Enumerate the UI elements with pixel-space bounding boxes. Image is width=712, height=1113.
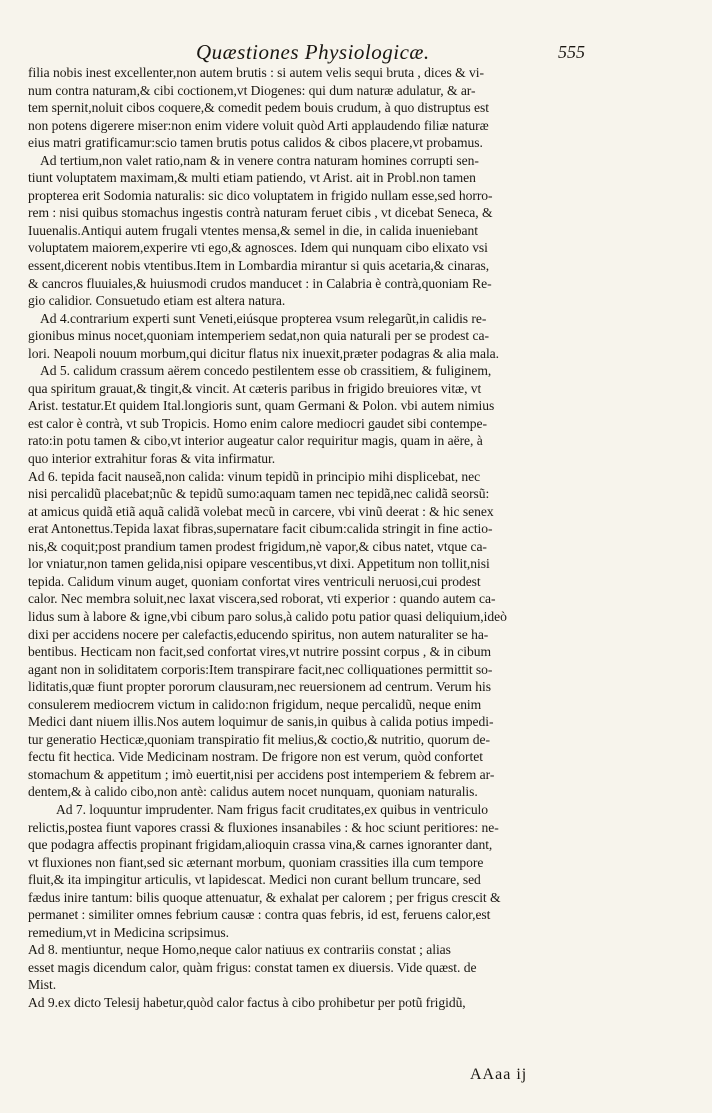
text-line: non potens digerere miser:non enim videre voluit quòd Arti applaudendo filiæ naturæ (28, 117, 489, 133)
text-line: stomachum & appetitum ; imò euertit,nisi per accidens post intemperiem & febrem ar- (28, 766, 495, 782)
text-line: vt fluxiones non fiant,sed sic æternant morbum, quoniam crassities illa cum tempore (28, 854, 484, 870)
text-line: liditatis,quæ fiunt propter pororum clausuram,nec reuersionem ad centrum. Verum his (28, 679, 491, 695)
text-line: Medici dant niuem illis.Nos autem loquimur de sanis,in quibus à calida potius impedi- (28, 714, 494, 730)
text-line: eius matri gratificamur:scio tamen brutis potus calidos & cibos placere,vt probamus. (28, 135, 483, 151)
text-line: erat Antonettus.Tepida laxat fibras,supernatare facit cibum:calida stringit in fine actio- (28, 521, 493, 537)
text-line: & cancros fluuiales,& huiusmodi crudos manducet : in Calabria è contrà,quoniam Re- (28, 275, 492, 291)
text-line: tem spernit,noluit cibos coquere,& comedit pedem bouis crudum, à quo distruptus est (28, 100, 489, 116)
text-line: lor vniatur,non tamen gelida,nisi opipare vescentibus,vt dixi. Appetitum non tollit,nisi (28, 556, 490, 572)
text-line: relictis,postea fiunt vapores crassi & fluxiones insanabiles : & hoc sciunt peritiores: ne- (28, 819, 499, 835)
text-line: lidus sum à labore & igne,vbi cibum paro solus,à calido potu patior quasi deliquium,ideò (28, 608, 507, 624)
text-line: que podagra affectis propinant frigidam,alioquin crassa vina,& carnes ignoranter dant, (28, 837, 493, 853)
text-line: Arist. testatur.Et quidem Ital.longioris sunt, quam Germani & Polon. vbi autem nimius (28, 398, 495, 414)
text-line: nis,& coquit;post prandium tamen prodest frigidum,nè vapor,& cibus natet, vtque ca- (28, 538, 487, 554)
text-line: dixi per accidens nocere per calefactis,educendo spiritus, non autem naturaliter se ha- (28, 626, 489, 642)
text-line: at amicus quidã etiã aquã calidã volebat mecũ in carcere, vbi vinũ deerat : & hic senex (28, 503, 494, 519)
text-line: nisi percalidũ placebat;nũc & tepidũ sumo:aquam tamen nec tepidã,nec calidã seorsũ: (28, 486, 490, 502)
text-line: filia nobis inest excellenter,non autem brutis : si autem velis sequi bruta , dices & vi- (28, 65, 484, 80)
text-line: essent,dicerent nobis vtentibus.Item in Lombardia mirantur si quis acetaria,& cinaras, (28, 258, 490, 274)
text-line: rato:in potu tamen & cibo,vt interior augeatur calor requiritur magis, quam in aëre, à (28, 433, 483, 449)
text-line: voluptatem maiorem,experire vti ego,& agnosces. Idem qui nunquam cibo elixato vsi (28, 240, 488, 256)
text-line: consulerem mediocrem victum in calido:non frigidum, neque percalidũ, neque enim (28, 696, 482, 712)
text-line: lori. Neapoli nouum morbum,qui dicitur flatus nix inuexit,præter podagras & alia mala. (28, 345, 500, 361)
running-title: Quæstiones Physiologicæ. (196, 40, 430, 64)
text-line: tur generatio Hecticæ,quoniam transpiratio fit melius,& coctio,& nutritio, quorum de- (28, 731, 490, 747)
text-line: Ad 4.contrarium experti sunt Veneti,eiúsque propterea vsum relegarũt,in calidis re- (40, 310, 487, 326)
text-line: Ad 5. calidum crassum aërem concedo pestilentem esse ob crassitiem, & fuliginem, (40, 363, 492, 379)
text-line: est calor è contrà, vt sub Tropicis. Homo enim calore mediocri gaudet sibi contempe- (28, 415, 488, 431)
text-line: bentibus. Hecticam non facit,sed confortat vires,vt nutrire possint corpus , & in cibum (28, 644, 492, 660)
text-line: tepida. Calidum vinum auget, quoniam confortat vires ventriculi neruosi,cui prodest (28, 573, 481, 589)
text-line: dentem,& à calido cibo,non antè: calidus autem nocet nunquam, quoniam naturalis. (28, 784, 478, 800)
text-line: quo interior extrahitur foras & vita infirmatur. (28, 451, 276, 467)
body-text (28, 64, 686, 1012)
text-line: calor. Nec membra soluit,nec laxat viscera,sed roborat, vti experior : quando autem ca- (28, 591, 496, 607)
text-line: qua spiritum grauat,& tingit,& vincit. At cæteris paribus in frigido breuiores vitæ, vt (28, 380, 482, 396)
text-line: num contra naturam,& cibi coctionem,vt Diogenes: qui dum naturæ adulatur, & ar- (28, 82, 476, 98)
text-line: gio calidior. Consuetudo etiam est altera natura. (28, 293, 286, 309)
text-line: fædus inire tantum: bilis quoque attenuatur, & exhalat per calorem ; per frigus crescit & (28, 889, 501, 905)
text-line: tiunt voluptatem maximam,& multi etiam patiendo, vt Arist. ait in Probl.non tamen (28, 170, 476, 186)
text-line: gionibus minus nocet,quoniam intemperiem sedat,non quia naturali per se prodest ca- (28, 328, 489, 344)
text-line: Ad 6. tepida facit nauseã,non calida: vinum tepidũ in principio mihi displicebat, nec (28, 468, 481, 484)
page-number: 555 (558, 42, 585, 62)
text-line: Mist. (28, 977, 57, 993)
text-line: Ad 7. loquuntur imprudenter. Nam frigus facit cruditates,ex quibus in ventriculo (56, 801, 489, 817)
text-line: Ad 9.ex dicto Telesij habetur,quòd calor factus à cibo prohibetur per potũ frigidũ, (28, 994, 466, 1010)
text-line: remedium,vt in Medicina scripsimus. (28, 924, 229, 940)
text-line: rem : nisi quibus stomachus ingestis contrà naturam feruet cibis , vt dicebat Seneca, & (28, 205, 493, 221)
text-line: agant non in soliditatem corporis:Item transpirare facit,nec colliquationes permittit so- (28, 661, 493, 677)
text-line: propterea erit Sodomia naturalis: sic dico voluptatem in frigido nullam esse,sed horro- (28, 187, 493, 203)
text-line: fectu fit hectica. Vide Medicinam nostram. De frigore non est verum, quòd confortet (28, 749, 483, 765)
signature-mark: AAaa ij (470, 1066, 528, 1083)
text-line: Iuuenalis.Antiqui autem frugali vtentes mensa,& semel in die, in calida inueniebant (28, 222, 478, 238)
text-line: fluit,& ita impingitur articulis, vt lapidescat. Medici non curant bellum truncare, sed (28, 872, 481, 888)
text-line: esset magis dicendum calor, quàm frigus: constat tamen ex diuersis. Vide quæst. de (28, 959, 477, 975)
text-line: Ad 8. mentiuntur, neque Homo,neque calor natiuus ex contrariis constat ; alias (28, 942, 451, 958)
text-line: permanet : similiter omnes febrium causæ : contra quas febris, id est, feruens calor,est (28, 907, 491, 923)
text-line: Ad tertium,non valet ratio,nam & in venere contra naturam homines corrupti sen- (40, 152, 479, 168)
